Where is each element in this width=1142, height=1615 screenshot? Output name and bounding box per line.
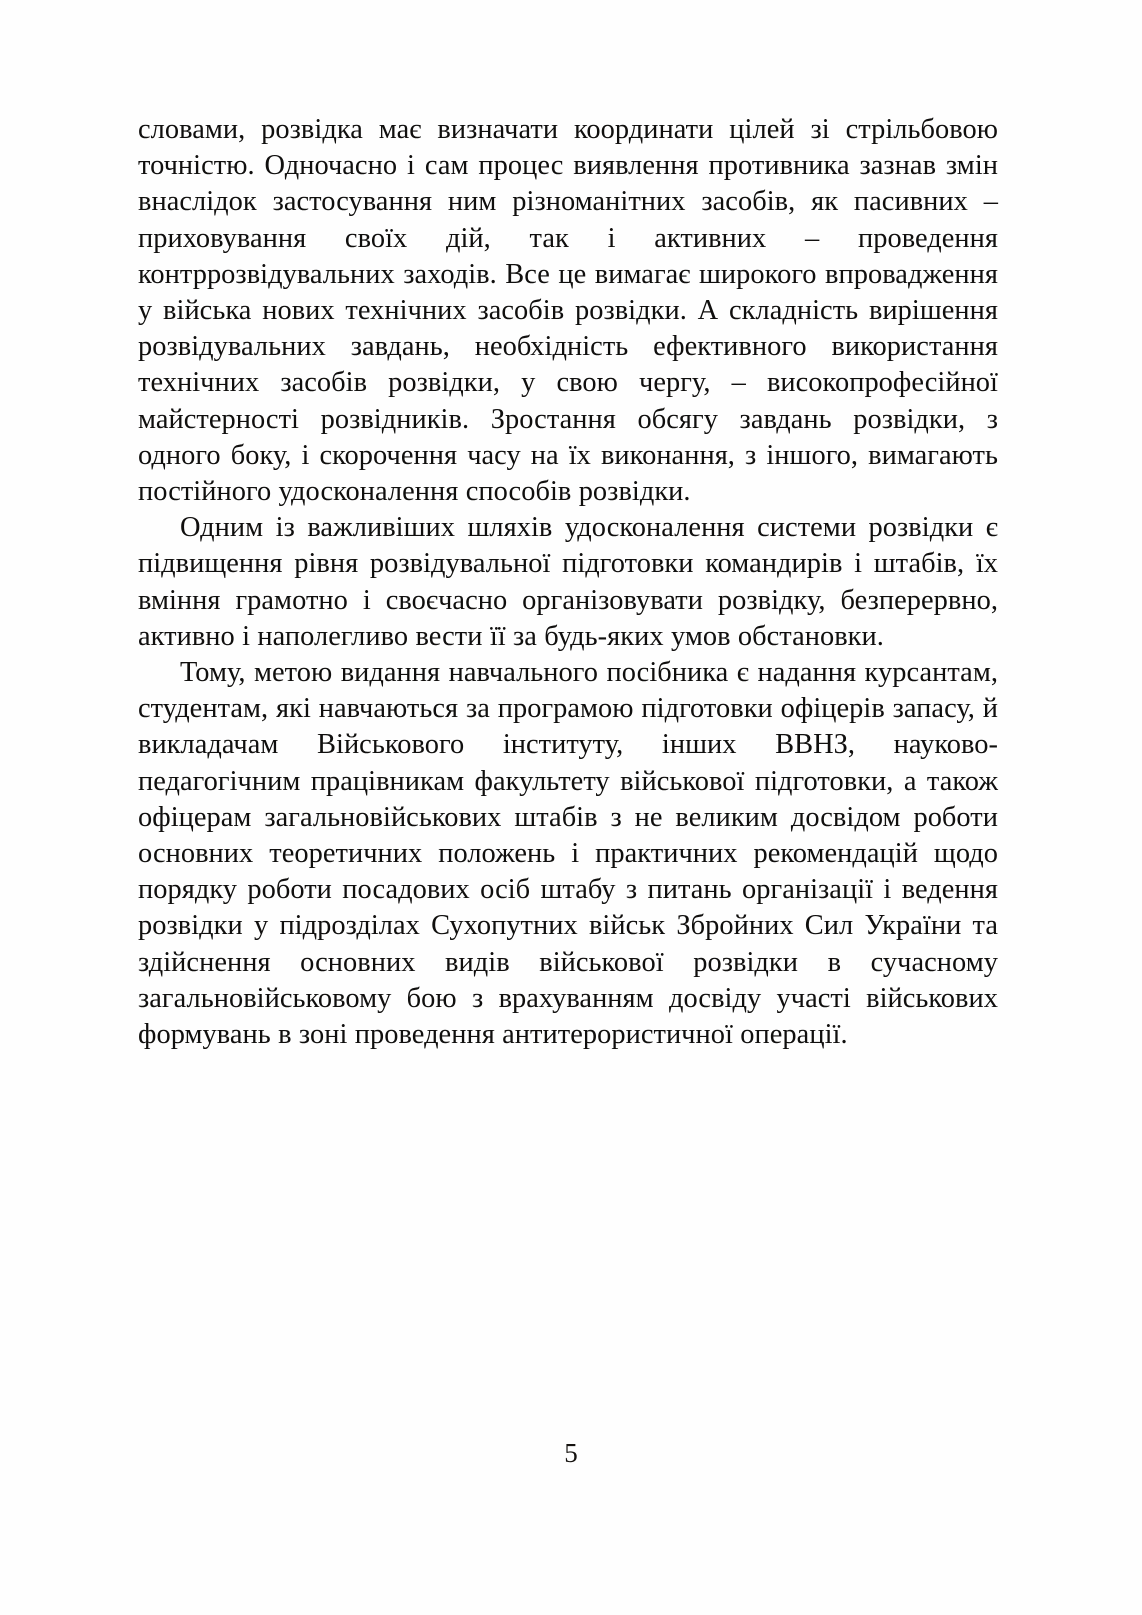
body-paragraph-3: Тому, метою видання навчального посібника є надання курсантам, студентам, які навчаються за програмою підготовки офіцерів запасу, й викладачам Військового інституту, інших ВВНЗ, науково-педагогічним працівникам факультету військової підготовки, а також офіцерам загальновійськових штабів з не великим досвідом роботи основних теоретичних положень і практичних рекомендацій щодо порядку роботи посадових осіб штабу з питань організації і ведення розвідки у підрозділах Сухопутних військ Збройних Сил України та здійснення основних видів військової розвідки в сучасному загальновійськовому бою з врахуванням досвіду участі військових формувань в зоні проведення антитерористичної операції. bbox=[138, 657, 998, 1051]
page-number: 5 bbox=[564, 1438, 578, 1468]
body-paragraph-1: словами, розвідка має визначати координати цілей зі стрільбовою точністю. Одночасно і сам процес виявлення противника зазнав змін внаслідок застосування ним різноманітних засобів, як пасивних – приховування своїх дій, так і активних – проведення контррозвідувальних заходів. Все це вимагає широкого впровадження у війська нових технічних засобів розвідки. А складність вирішення розвідувальних завдань, необхідність ефективного використання технічних засобів розвідки, у свою чергу, – високопрофесійної майстерності розвідників. Зростання обсягу завдань розвідки, з одного боку, і скорочення часу на їх виконання, з іншого, вимагають постійного удосконалення способів розвідки. bbox=[138, 114, 998, 508]
body-paragraph-2: Одним із важливіших шляхів удосконалення системи розвідки є підвищення рівня розвідувальної підготовки командирів і штабів, їх вміння грамотно і своєчасно організовувати розвідку, безперервно, активно і наполегливо вести її за будь-яких умов обстановки. bbox=[138, 512, 998, 652]
page-text-block bbox=[138, 112, 998, 1053]
